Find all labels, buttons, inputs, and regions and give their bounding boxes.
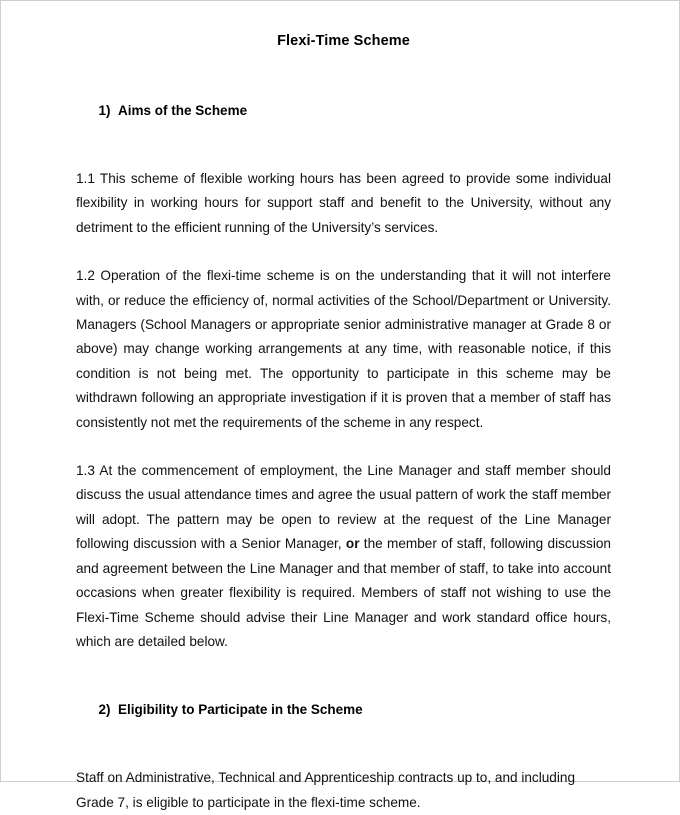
paragraph-1-3: [76, 459, 611, 654]
spacer: [76, 51, 611, 81]
paragraph-1-3-emphasis: or: [345, 536, 360, 552]
heading-gap: [111, 702, 119, 717]
paragraph-1-3-text-before-bold: 1.3 At the commencement of employment, the Line Manager and staff member should discuss the usual attendance times and agree the usual pattern of work the staff member will adopt. The pattern may be open to review at the request of the Line Manager following discussion with a Senior Manager,: [76, 463, 611, 552]
section-2-number: 2): [98, 702, 111, 718]
document-body: [76, 1, 611, 815]
section-2-label: Eligibility to Participate in the Scheme: [118, 702, 363, 718]
spacer: [76, 654, 611, 680]
section-heading-1: [76, 81, 611, 141]
paragraph-1-3-text-after-bold: the member of staff, following discussion and agreement between the Line Manager and that member of staff, to take into account occasions when greater flexibility is required. Members of staff not wishing to use the Flexi-Time Scheme should advise their Line Manager and work standard office hours, which are detailed below.: [76, 536, 611, 649]
spacer: [76, 240, 611, 264]
section-heading-2: [76, 680, 611, 740]
paragraph-2-1: Staff on Administrative, Technical and Apprenticeship contracts up to, and including Grade 7, is eligible to participate in the flexi-time scheme.: [76, 770, 575, 810]
section-1-number: 1): [98, 103, 111, 118]
section-1-label: Aims of the Scheme: [118, 103, 248, 118]
spacer: [76, 141, 611, 167]
paragraph-1-2: 1.2 Operation of the flexi-time scheme is on the understanding that it will not interfere with, or reduce the efficiency of, normal activities of the School/Department or University. Managers (School Managers or appropriate senior administrative manager at Grade 8 or above) may change working arrangements at any time, with reasonable notice, if this condition is not being met. The opportunity to participate in this scheme may be withdrawn following an appropriate investigation if it is proven that a member of staff has consistently not met the requirements of the scheme in any respect.: [76, 268, 611, 430]
spacer: [76, 435, 611, 459]
page-title: Flexi-Time Scheme: [277, 33, 410, 49]
paragraph-1-1: 1.1 This scheme of flexible working hours has been agreed to provide some individual flexibility in working hours for support staff and benefit to the University, without any detriment to the efficient running of the University’s services.: [76, 171, 611, 235]
heading-gap: [111, 103, 119, 118]
spacer: [76, 740, 611, 766]
